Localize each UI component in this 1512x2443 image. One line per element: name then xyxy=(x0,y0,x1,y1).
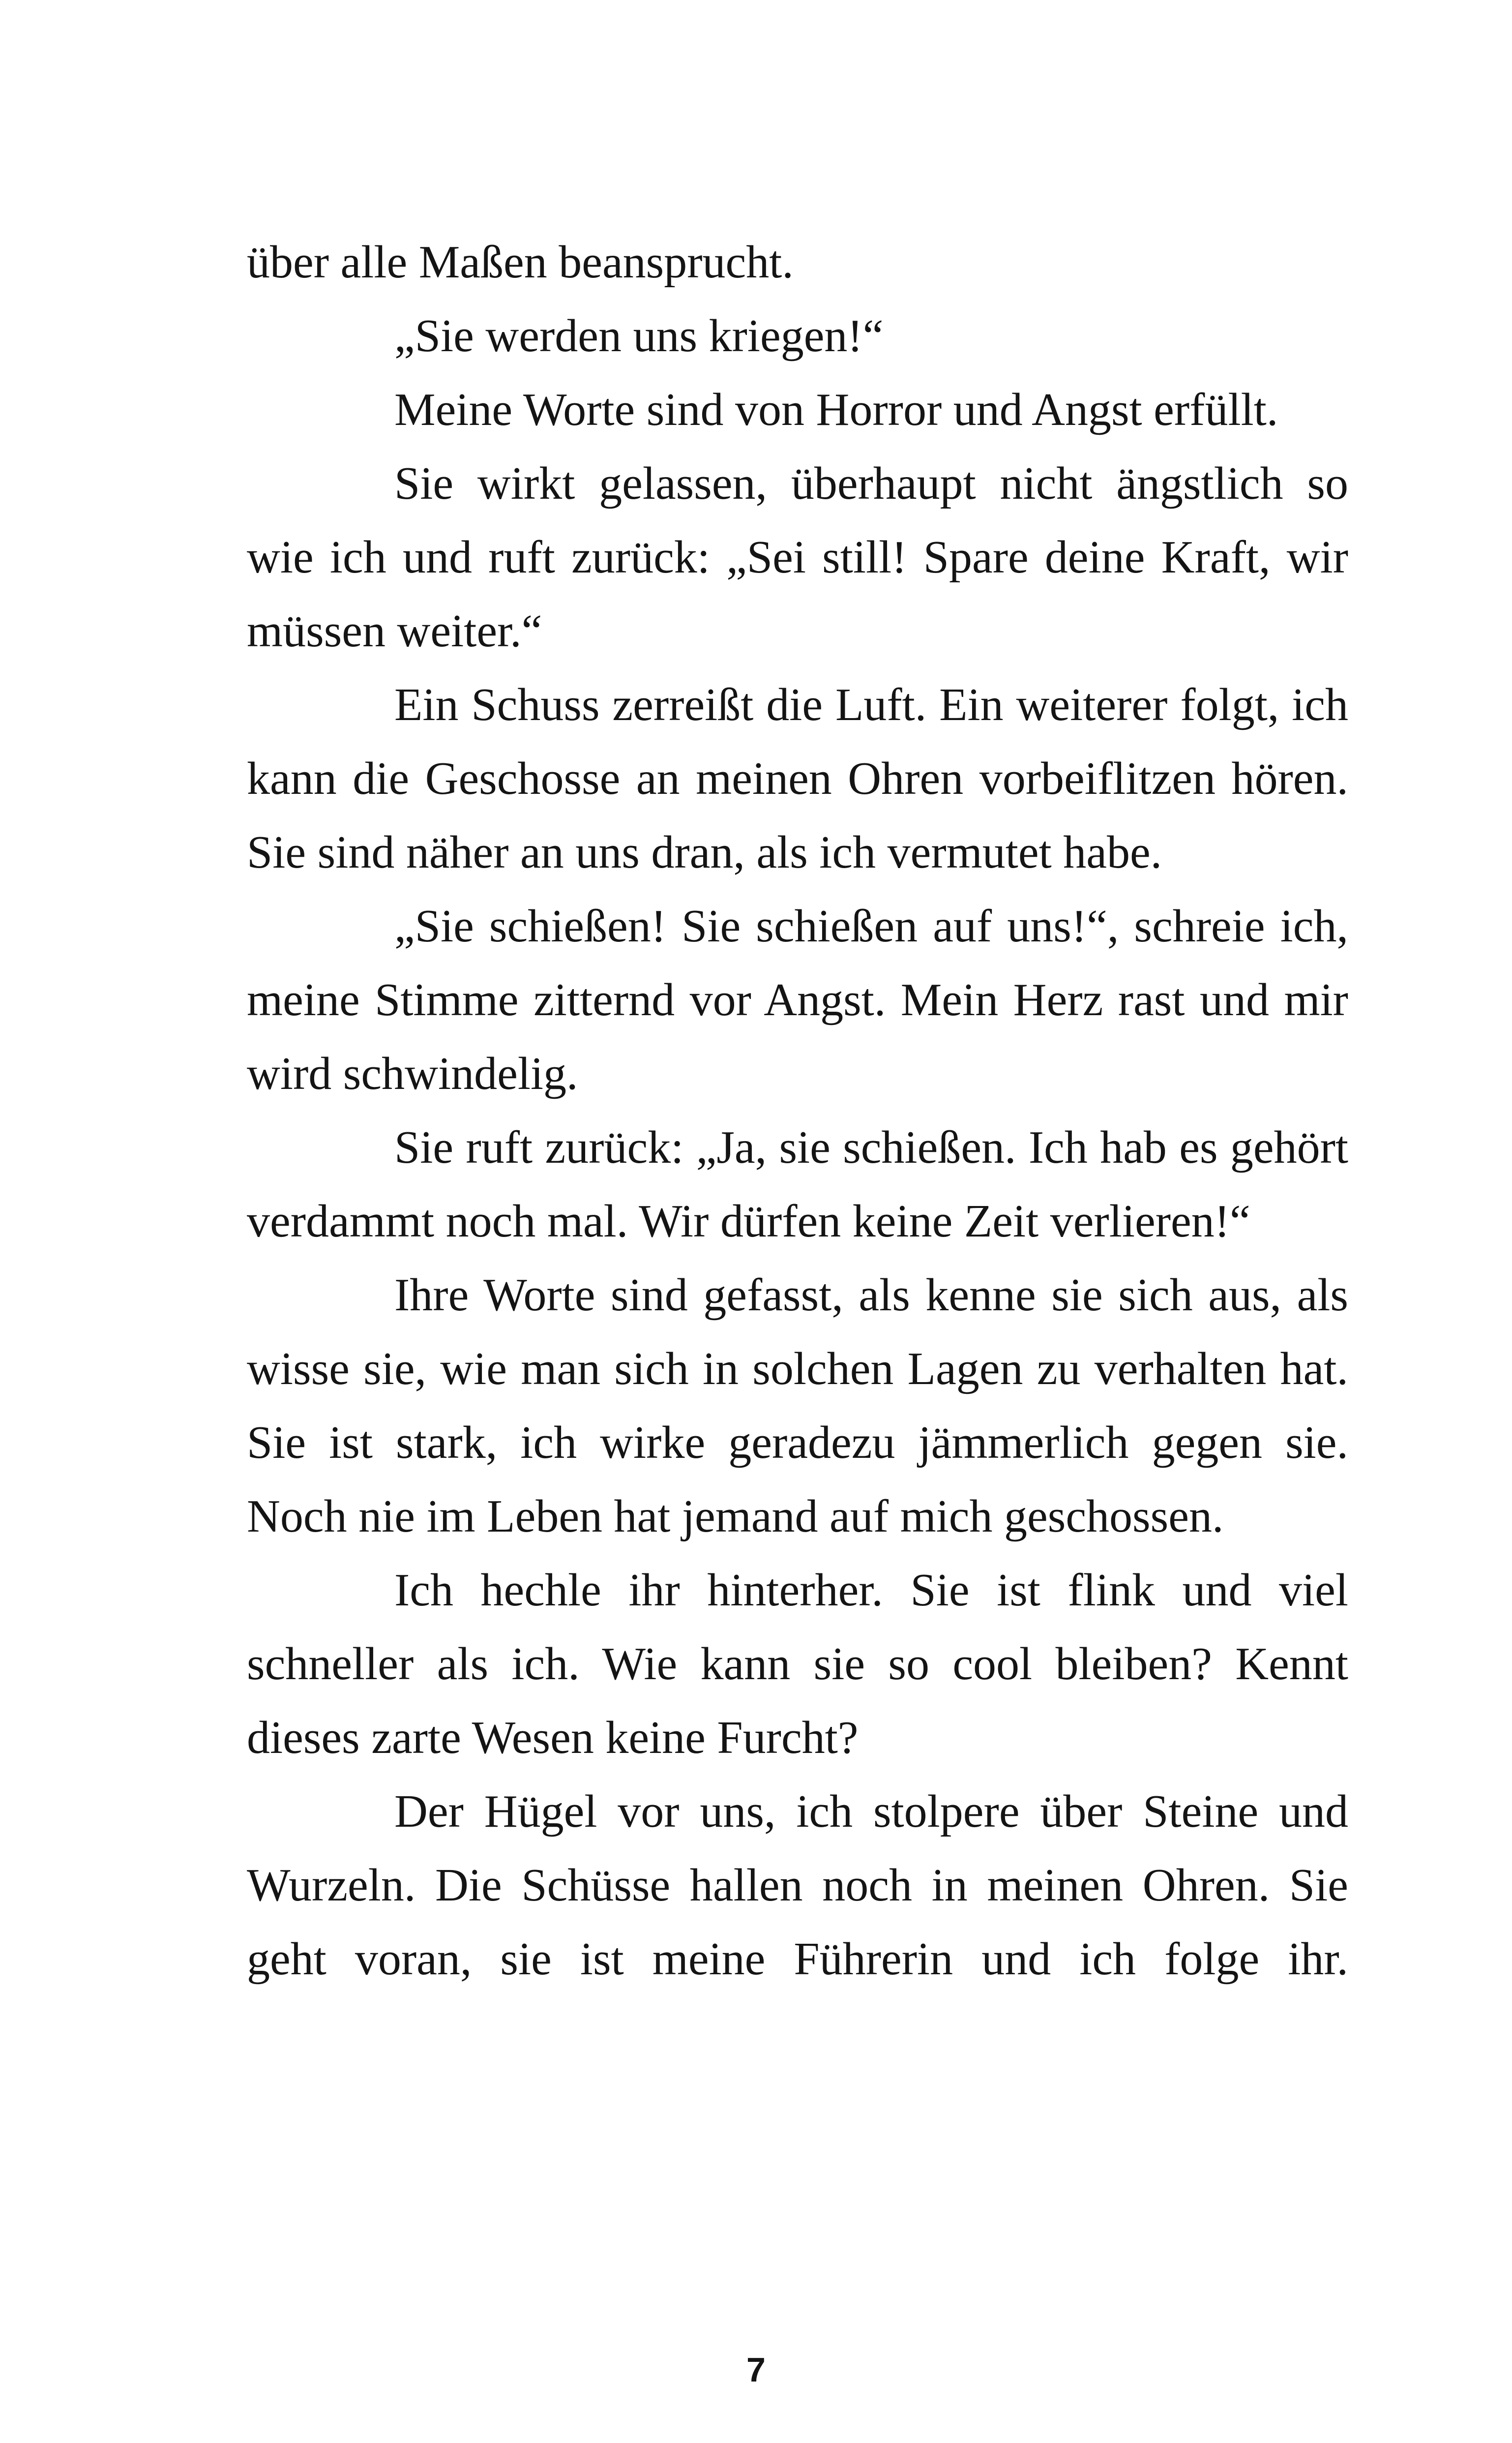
paragraph: „Sie schießen! Sie schießen auf uns!“, schreie ich, meine Stimme zitternd vor Angst. Mein Herz rast und mir wird schwindelig. xyxy=(247,901,1348,1099)
paragraph: Ein Schuss zerreißt die Luft. Ein weiterer folgt, ich kann die Geschosse an meinen Ohren vorbeiflitzen hören. Sie sind näher an uns dran, als ich vermutet habe. xyxy=(247,679,1348,878)
paragraph: Sie wirkt gelassen, überhaupt nicht ängstlich so wie ich und ruft zurück: „Sei still! Spare deine Kraft, wir müssen weiter.“ xyxy=(247,458,1348,657)
page-number: 7 xyxy=(746,2351,766,2389)
paragraph-continued: über alle Maßen beansprucht. xyxy=(247,237,794,288)
paragraph: Ihre Worte sind gefasst, als kenne sie sich aus, als wisse sie, wie man sich in solchen Lagen zu verhalten hat. Sie ist stark, ich wirke geradezu jämmerlich gegen sie. Noch nie im Leben hat jemand auf mich geschossen. xyxy=(247,1269,1348,1542)
paragraph: Ich hechle ihr hinterher. Sie ist flink und viel schneller als ich. Wie kann sie so cool bleiben? Kennt dieses zarte Wesen keine Furcht? xyxy=(247,1565,1348,1763)
paragraph: Meine Worte sind von Horror und Angst erfüllt. xyxy=(394,384,1278,435)
paragraph: Der Hügel vor uns, ich stolpere über Steine und Wurzeln. Die Schüsse hallen noch in meinen Ohren. Sie geht voran, sie ist meine Führerin und ich folge ihr. xyxy=(247,1786,1348,1985)
paragraph: Sie ruft zurück: „Ja, sie schießen. Ich hab es gehört verdammt noch mal. Wir dürfen keine Zeit verlieren!“ xyxy=(247,1122,1348,1247)
paragraph: „Sie werden uns kriegen!“ xyxy=(394,310,884,362)
body-text xyxy=(247,225,1348,1996)
